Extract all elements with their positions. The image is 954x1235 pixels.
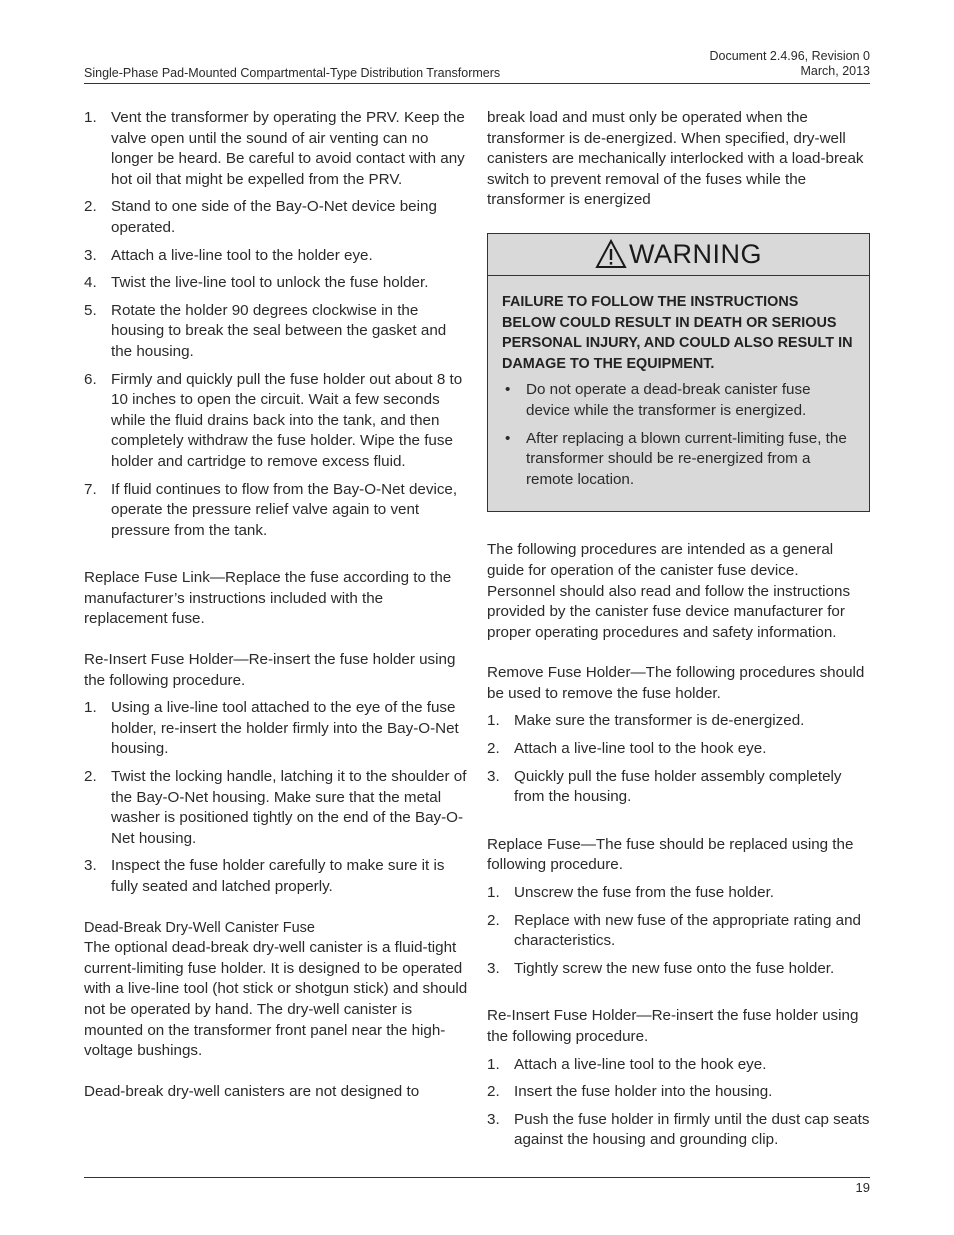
left-column [84, 108, 468, 1102]
page-header [84, 49, 870, 84]
warning-title: WARNING [629, 239, 762, 270]
replace-intro-paragraph: Replace Fuse—The fuse should be replaced using the following procedure. [487, 835, 854, 874]
section-paragraph-continued: Dead-break dry-well canisters are not designed to [84, 1082, 420, 1100]
list-item: 2. Twist the locking handle, latching it to the shoulder of the Bay-O-Net housing. Make sure that the metal washer is positioned tightly on the end of the Bay-O-Net housing. [84, 768, 467, 847]
list-item: 3. Inspect the fuse holder carefully to make sure it is fully seated and latched properly. [84, 857, 445, 895]
footer-rule [84, 1177, 870, 1178]
list-item: 4. Twist the live-line tool to unlock the fuse holder. [84, 274, 429, 292]
header-title: Single-Phase Pad-Mounted Compartmental-Type Distribution Transformers [84, 66, 501, 80]
list-item: 1. Using a live-line tool attached to the eye of the fuse holder, re-insert the holder firmly into the Bay-O-Net housing. [84, 699, 459, 758]
list-item: 2. Stand to one side of the Bay-O-Net device being operated. [84, 198, 437, 236]
bullet-icon: • [505, 429, 511, 447]
header-document-info [709, 49, 870, 79]
warning-box [487, 233, 870, 512]
list-item: • After replacing a blown current-limiting fuse, the transformer should be re-energized from a remote location. [505, 429, 847, 488]
right-column [487, 108, 870, 1158]
list-item: 3. Tightly screw the new fuse onto the fuse holder. [487, 959, 835, 977]
section-paragraph: The optional dead-break dry-well canister is a fluid-tight current-limiting fuse holder. It is designed to be operated with a live-line tool (hot stick or shotgun stick) and should not be operated by hand. The dry-well canister is mounted on the transformer front panel near the high-voltage bushings. [84, 939, 468, 1060]
replace-steps-list [487, 883, 870, 979]
list-item: • Do not operate a dead-break canister fuse device while the transformer is energized. [505, 381, 811, 419]
list-item: 2. Insert the fuse holder into the housing. [487, 1083, 773, 1101]
replace-fuse-link-paragraph: Replace Fuse Link—Replace the fuse according to the manufacturer’s instructions included with the replacement fuse. [84, 569, 452, 628]
document-date: March, 2013 [800, 64, 870, 78]
list-item: 7. If fluid continues to flow from the Bay-O-Net device, operate the pressure relief valve again to vent pressure from the tank. [84, 480, 458, 539]
list-item: 3. Push the fuse holder in firmly until the dust cap seats against the housing and grounding clip. [487, 1110, 870, 1149]
list-item: 1. Make sure the transformer is de-energized. [487, 712, 805, 730]
remove-intro-paragraph: Remove Fuse Holder—The following procedures should be used to remove the fuse holder. [487, 664, 865, 702]
remove-steps-list [487, 711, 870, 807]
warning-body [488, 276, 869, 511]
list-item: 6. Firmly and quickly pull the fuse holder out about 8 to 10 inches to open the circuit. Wait a few seconds while the fluid drains back into the tank, and then completely withdraw the fuse holder. Wipe the fuse holder and cartridge to remove excess fluid. [84, 370, 463, 470]
list-item: 2. Attach a live-line tool to the hook eye. [487, 740, 767, 758]
reinsert-steps-list [84, 698, 468, 897]
list-item: 5. Rotate the holder 90 degrees clockwise in the housing to break the seal between the gasket and the housing. [84, 301, 447, 360]
reinsert-intro-paragraph: Re-Insert Fuse Holder—Re-insert the fuse holder using the following procedure. [84, 651, 456, 689]
removal-steps-list [84, 108, 468, 541]
page-number: 19 [855, 1180, 870, 1195]
reinsert-steps-list [487, 1055, 870, 1151]
list-item: 1. Unscrew the fuse from the fuse holder. [487, 884, 775, 902]
list-item: 3. Quickly pull the fuse holder assembly completely from the housing. [487, 767, 842, 806]
list-item: 3. Attach a live-line tool to the holder eye. [84, 246, 373, 264]
warning-triangle-icon [595, 239, 627, 269]
list-item: 1. Attach a live-line tool to the hook eye. [487, 1055, 767, 1073]
list-item: 1. Vent the transformer by operating the PRV. Keep the valve open until the sound of air venting can no longer be heard. Be careful to avoid contact with any hot oil that might be expelled from the PRV. [84, 109, 465, 188]
warning-header [488, 234, 869, 276]
list-item: 2. Replace with new fuse of the appropriate rating and characteristics. [487, 911, 861, 950]
warning-statement: FAILURE TO FOLLOW THE INSTRUCTIONS BELOW COULD RESULT IN DEATH OR SERIOUS PERSONAL INJURY, AND COULD ALSO RESULT IN DAMAGE TO THE EQUIPMENT. [502, 293, 853, 372]
guide-paragraph: The following procedures are intended as a general guide for operation of the canister fuse device. Personnel should also read and follow the instructions provided by the canister fuse device manufacturer for proper operating procedures and safety information. [487, 541, 851, 641]
bullet-icon: • [505, 381, 511, 399]
continued-paragraph: break load and must only be operated when the transformer is de-energized. When specified, dry-well canisters are mechanically interlocked with a load-break switch to prevent removal of the fuses while the transformer is energized [487, 109, 864, 209]
reinsert-intro-paragraph: Re-Insert Fuse Holder—Re-insert the fuse holder using the following procedure. [487, 1007, 859, 1045]
document-number: Document 2.4.96, Revision 0 [709, 49, 870, 63]
section-heading: Dead-Break Dry-Well Canister Fuse [84, 919, 315, 936]
warning-bullets [502, 380, 855, 490]
